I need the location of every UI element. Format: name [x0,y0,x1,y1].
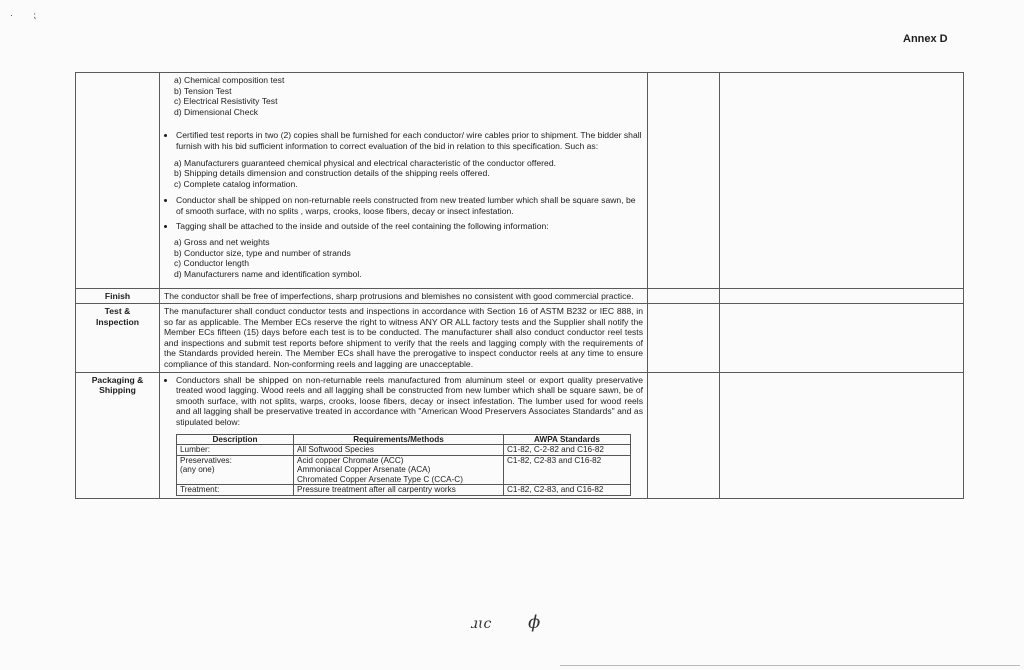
spec-table [75,72,964,499]
awpa-table [176,434,631,496]
blank-cell [648,304,720,373]
list-item: c) Conductor length [174,258,249,269]
list-item: b) Conductor size, type and number of strands [174,247,351,258]
table-cell: C1-82, C2-83 and C16-82 [504,455,631,485]
test-label [76,304,160,373]
table-cell: Lumber: [177,445,294,456]
blank-cell [648,372,720,498]
blank-cell [720,372,964,498]
list-item: b) Tension Test [174,85,232,96]
finish-text: The conductor shall be free of imperfections, sharp protrusions and blemishes no consistent with good commercial practice. [160,288,648,304]
list-item: c) Electrical Resistivity Test [174,96,278,107]
table-row [177,485,631,496]
table-cell: Treatment: [177,485,294,496]
bullet-list [164,375,643,428]
packaging-label-line2: Shipping [99,385,136,396]
table-header-row [177,434,631,445]
blank-cell [648,73,720,289]
table-cell: All Softwood Species [294,445,504,456]
table-cell: C1-82, C-2-82 and C16-82 [504,445,631,456]
column-header: Requirements/Methods [294,434,504,445]
label-cell [76,73,160,289]
column-header: AWPA Standards [504,434,631,445]
list-item: c) Complete catalog information. [174,178,298,189]
blank-cell [720,288,964,304]
blank-cell [648,288,720,304]
table-row [76,73,964,289]
test-label-line1: Test & [104,306,131,317]
bullet-item: • Conductors shall be shipped on non-returnable reels manufactured from aluminum steel or export quality preservative treated wood lagging. Wood reels and all lagging shall be constructed from new lumber which shall be square sawn, be of smooth surface, with not splits, warps, crooks, loose fibers, decay or insect infestation. The lumber used for wood reels and all lagging shall be preservative treated in accordance with "American Wood Preservers Associates Standards" and as stipulated below: [176,375,643,428]
list-item: d) Dimensional Check [174,106,259,117]
table-cell: Pressure treatment after all carpentry works [294,485,504,496]
scan-specks: · ⁏ [10,10,37,20]
table-row [177,445,631,456]
table-row [76,288,964,304]
page-edge-line [560,665,1020,666]
table-cell [177,455,294,485]
test-list [174,75,643,117]
info-list [174,158,643,190]
finish-label: Finish [76,288,160,304]
handwritten-signature: ϕ [528,612,541,633]
table-row [76,304,964,373]
list-item: a) Manufacturers guaranteed chemical physical and electrical characteristic of the conductor offered. [174,157,556,168]
cell-line: (any one) [180,465,215,475]
test-label-line2: Inspection [96,316,139,327]
test-text: The manufacturer shall conduct conductor tests and inspections in accordance with Section 16 of ASTM B232 or IEC 888, in so far as applicable. The Member ECs reserve the right to witness ANY OR ALL factory tests and the Supplier shall notify the Member ECs fifteen (15) days before each test is to be conducted. The manufacturer shall also conduct conductor reel tests and inspections and submit test reports before shipment to verify that the reels and lagging comply with the requirements of the Standards provided herein. The Member ECs shall have the prerogative to inspect conductor reels at any time to ensure compliance of this standard. Non-conforming reels and lagging are unacceptable. [160,304,648,373]
bullet-item: • Conductor shall be shipped on non-returnable reels constructed from new treated lumber which shall be square sawn, be of smooth surface, with no splits , warps, crooks, loose fibers, decay or insect infestation. [176,195,643,216]
bullet-item: • Certified test reports in two (2) copies shall be furnished for each conductor/ wire cables prior to shipment. The bidder shall furnish with his bid sufficient information to correct evaluation of the bid in relation to this specification. Such as: [176,130,643,151]
list-item: d) Manufacturers name and identification symbol. [174,268,362,279]
cell-line: Ammoniacal Copper Arsenate (ACA) [297,465,431,475]
table-row [76,372,964,498]
bullet-list [164,130,643,151]
content-cell [160,73,648,289]
blank-cell [720,304,964,373]
tag-info-list [174,237,643,279]
list-item: a) Chemical composition test [174,75,285,85]
table-row [177,455,631,485]
packaging-cell [160,372,648,498]
annex-label: Annex D [903,33,948,45]
initials-signature: ɹɩc [471,616,492,632]
packaging-label-line1: Packaging & [91,374,144,385]
table-cell [294,455,504,485]
list-item: a) Gross and net weights [174,237,270,248]
bullet-list [164,195,643,231]
packaging-label [76,372,160,498]
column-header: Description [177,434,294,445]
table-cell: C1-82, C2-83, and C16-82 [504,485,631,496]
list-item: b) Shipping details dimension and construction details of the shipping reels offered. [174,168,490,179]
bullet-item: • Tagging shall be attached to the inside and outside of the reel containing the following information: [176,221,643,232]
cell-line: Preservatives: [180,455,232,465]
cell-line: Acid copper Chromate (ACC) [297,455,404,465]
blank-cell [720,73,964,289]
cell-line: Chromated Copper Arsenate Type C (CCA-C) [297,474,463,484]
